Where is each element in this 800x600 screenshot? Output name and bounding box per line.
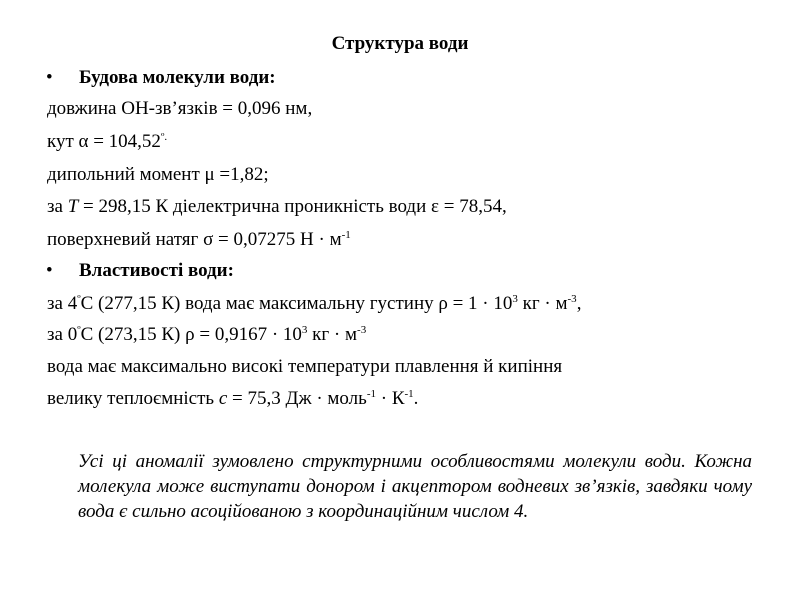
page-title: Структура води — [331, 33, 469, 54]
bullet-icon: • — [46, 67, 53, 88]
dipole-moment-line: дипольний момент μ =1,82; — [47, 164, 269, 185]
section-structure-heading: • Будова молекули води: — [46, 67, 276, 88]
heat-capacity-line: велику теплоємність c = 75,3 Дж · моль$^{-1}$ · $К^{-1}$. — [47, 388, 419, 409]
melting-boiling-line: вода має максимально високі температури плавлення й кипіння — [47, 356, 563, 377]
bond-angle-line: кут $\alpha = 104,52^{º.}$ — [47, 131, 168, 152]
density-zero-line: за $0^ºС$ (273,15 К) $\rho = 0,9167 \cdot 10^3$ кг · $м^{-3}$ — [47, 324, 367, 345]
anomalies-note: Усі ці аномалії зумовлено структурними особливостями молекули води. Кожна молекула може виступати донором і акцептором водневих зв’язків, завдяки чому вода є сильно асоційованою з координаційним числом 4. — [78, 451, 752, 522]
bond-length-line: довжина ОН-зв’язків = 0,096 нм, — [47, 98, 313, 119]
bullet-icon: • — [46, 260, 53, 281]
max-density-line: за $4^ºС$ (277,15 К) вода має максимальну густину $\rho = 1 \cdot 10^3$ кг · $м^{-3}$, — [47, 293, 582, 314]
dielectric-line: за T = 298,15 К діелектрична проникність води ε = 78,54, — [47, 196, 507, 217]
section-properties-heading: • Властивості води: — [46, 260, 234, 281]
surface-tension-line: поверхневий натяг σ = 0,07275 $Н \cdot м^{-1}$ — [47, 229, 351, 250]
